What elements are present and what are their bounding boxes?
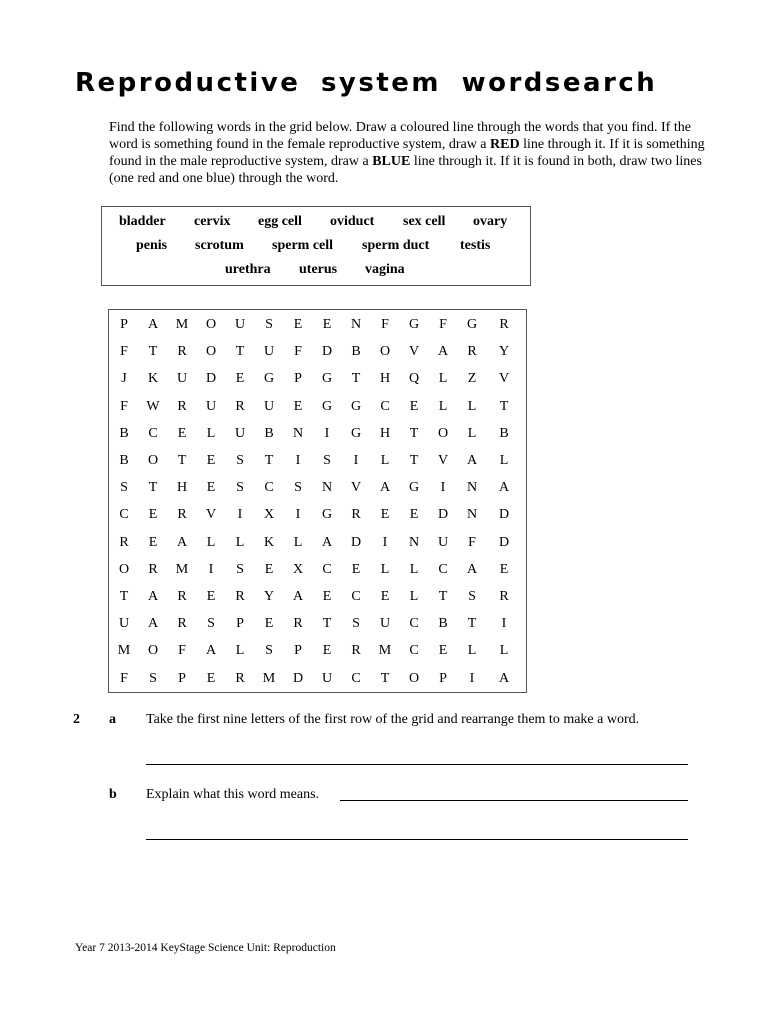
grid-letter[interactable]: E	[177, 425, 187, 441]
grid-letter[interactable]: M	[262, 670, 276, 686]
grid-letter[interactable]: T	[235, 344, 245, 360]
grid-letter[interactable]: O	[379, 344, 391, 360]
grid-letter[interactable]: N	[408, 534, 420, 550]
grid-letter[interactable]: B	[351, 344, 361, 360]
grid-letter[interactable]: U	[379, 616, 391, 632]
word-list-row	[102, 238, 530, 258]
grid-letter[interactable]: H	[176, 480, 188, 496]
grid-letter[interactable]: E	[409, 507, 419, 523]
word-list-item: sperm duct	[362, 238, 430, 253]
grid-letter[interactable]: R	[467, 344, 477, 360]
grid-letter[interactable]: F	[120, 670, 128, 686]
grid-letter[interactable]: B	[264, 425, 274, 441]
grid-letter[interactable]: T	[119, 589, 129, 604]
grid-letter[interactable]: V	[350, 480, 362, 496]
grid-letter[interactable]: L	[293, 534, 303, 550]
grid-letter[interactable]: L	[467, 425, 477, 441]
grid-letter[interactable]: I	[237, 507, 243, 523]
grid-letter[interactable]: L	[206, 425, 216, 441]
grid-letter[interactable]: A	[321, 534, 333, 550]
grid-letter[interactable]: L	[206, 534, 216, 550]
grid-letter[interactable]: T	[322, 616, 332, 632]
grid-row	[109, 587, 526, 607]
grid-letter[interactable]: T	[351, 371, 361, 387]
grid-letter[interactable]: H	[379, 425, 391, 441]
word-list-item: ovary	[473, 214, 508, 229]
grid-letter[interactable]: R	[177, 616, 187, 632]
grid-letter[interactable]: L	[409, 561, 419, 577]
grid-row	[109, 424, 526, 444]
grid-letter[interactable]: M	[378, 643, 392, 659]
grid-letter[interactable]: A	[205, 643, 217, 659]
grid-letter[interactable]: L	[235, 643, 245, 659]
grid-letter[interactable]: T	[380, 670, 390, 686]
grid-letter[interactable]: P	[178, 670, 186, 686]
grid-letter[interactable]: T	[264, 453, 274, 468]
grid-letter[interactable]: R	[235, 670, 245, 686]
grid-letter[interactable]: S	[323, 453, 331, 468]
red-keyword: RED	[490, 137, 520, 152]
grid-letter[interactable]: O	[205, 344, 217, 360]
grid-letter[interactable]: S	[207, 616, 215, 632]
grid-letter[interactable]: C	[322, 561, 332, 577]
grid-letter[interactable]: I	[440, 480, 446, 496]
grid-letter[interactable]: R	[177, 398, 187, 414]
footer: Year 7 2013-2014 KeyStage Science Unit: Reproduction	[75, 942, 336, 954]
word-list-item: sex cell	[403, 214, 446, 229]
grid-letter[interactable]: A	[147, 317, 159, 332]
grid-letter[interactable]: E	[322, 589, 332, 604]
grid-letter[interactable]: G	[321, 398, 333, 414]
grid-letter[interactable]: R	[235, 398, 245, 414]
grid-letter[interactable]: C	[119, 507, 129, 523]
grid-letter[interactable]: D	[292, 670, 304, 686]
grid-letter[interactable]: A	[466, 561, 478, 577]
grid-letter[interactable]: E	[206, 453, 216, 468]
grid-letter[interactable]: F	[381, 317, 389, 332]
grid-letter[interactable]: V	[437, 453, 449, 468]
grid-letter[interactable]: C	[409, 643, 419, 659]
grid-letter[interactable]: M	[175, 317, 189, 332]
question-a-text: Take the first nine letters of the first row of the grid and rearrange them to make a word.	[146, 712, 640, 727]
word-list-item: scrotum	[195, 238, 244, 253]
grid-letter[interactable]: S	[294, 480, 302, 496]
grid-letter[interactable]: G	[350, 398, 362, 414]
grid-letter[interactable]: D	[498, 534, 510, 550]
grid-letter[interactable]: R	[119, 534, 129, 550]
grid-letter[interactable]: H	[379, 371, 391, 387]
grid-letter[interactable]: A	[466, 453, 478, 468]
grid-letter[interactable]: L	[438, 371, 448, 387]
grid-letter[interactable]: T	[148, 344, 158, 360]
grid-letter[interactable]: E	[264, 616, 274, 632]
question-a-label: a	[109, 712, 116, 727]
grid-letter[interactable]: E	[322, 317, 332, 332]
grid-letter[interactable]: U	[118, 616, 130, 632]
grid-letter[interactable]: I	[324, 425, 330, 441]
grid-letter[interactable]: T	[438, 589, 448, 604]
grid-letter[interactable]: A	[379, 480, 391, 496]
grid-letter[interactable]: I	[353, 453, 359, 468]
grid-letter[interactable]: R	[293, 616, 303, 632]
grid-letter[interactable]: R	[148, 561, 158, 577]
grid-row	[109, 641, 526, 661]
grid-letter[interactable]: E	[380, 507, 390, 523]
grid-letter[interactable]: I	[382, 534, 388, 550]
grid-letter[interactable]: U	[263, 398, 275, 414]
grid-letter[interactable]: S	[468, 589, 476, 604]
grid-row	[109, 669, 526, 689]
grid-letter[interactable]: K	[147, 371, 159, 387]
grid-letter[interactable]: E	[499, 561, 509, 577]
grid-letter[interactable]: G	[321, 371, 333, 387]
grid-letter[interactable]: P	[236, 616, 244, 632]
grid-letter[interactable]: N	[321, 480, 333, 496]
grid-letter[interactable]: X	[292, 561, 304, 577]
word-list-item: oviduct	[330, 214, 375, 229]
grid-letter[interactable]: T	[499, 398, 509, 414]
grid-letter[interactable]: X	[263, 507, 275, 523]
grid-letter[interactable]: Q	[408, 371, 420, 387]
grid-row	[109, 342, 526, 362]
grid-letter[interactable]: G	[408, 480, 420, 496]
grid-letter[interactable]: E	[148, 507, 158, 523]
grid-letter[interactable]: C	[148, 425, 158, 441]
grid-letter[interactable]: U	[234, 317, 246, 332]
grid-letter[interactable]: S	[236, 453, 244, 468]
question-number: 2	[73, 712, 80, 727]
grid-letter[interactable]: D	[498, 507, 510, 523]
grid-letter[interactable]: L	[499, 643, 509, 659]
grid-letter[interactable]: G	[263, 371, 275, 387]
grid-letter[interactable]: G	[350, 425, 362, 441]
grid-letter[interactable]: Z	[467, 371, 477, 387]
grid-letter[interactable]: E	[206, 480, 216, 496]
grid-letter[interactable]: T	[177, 453, 187, 468]
grid-letter[interactable]: G	[408, 317, 420, 332]
grid-letter[interactable]: L	[380, 453, 390, 468]
grid-letter[interactable]: R	[235, 589, 245, 604]
word-list-box	[101, 206, 531, 286]
grid-letter[interactable]: E	[206, 670, 216, 686]
grid-letter[interactable]: S	[149, 670, 157, 686]
grid-letter[interactable]: G	[321, 507, 333, 523]
grid-letter[interactable]: B	[119, 425, 129, 441]
word-list-item: cervix	[194, 214, 231, 229]
grid-letter[interactable]: C	[409, 616, 419, 632]
grid-letter[interactable]: R	[499, 317, 509, 332]
grid-letter[interactable]: E	[148, 534, 158, 550]
word-list-item: uterus	[299, 262, 338, 277]
grid-row	[109, 451, 526, 471]
grid-letter[interactable]: A	[437, 344, 449, 360]
grid-letter[interactable]: F	[120, 398, 128, 414]
answer-line-a[interactable]	[146, 764, 688, 765]
grid-letter[interactable]: V	[498, 371, 510, 387]
grid-letter[interactable]: P	[439, 670, 447, 686]
word-list-item: urethra	[225, 262, 271, 277]
grid-letter[interactable]: E	[322, 643, 332, 659]
grid-letter[interactable]: F	[468, 534, 476, 550]
grid-letter[interactable]: U	[234, 425, 246, 441]
grid-letter[interactable]: E	[293, 317, 303, 332]
grid-letter[interactable]: U	[263, 344, 275, 360]
grid-letter[interactable]: A	[498, 670, 510, 686]
grid-letter[interactable]: B	[438, 616, 448, 632]
grid-letter[interactable]: F	[178, 643, 186, 659]
word-list-item: bladder	[119, 214, 166, 229]
answer-line-b-2[interactable]	[146, 839, 688, 840]
grid-letter[interactable]: D	[205, 371, 217, 387]
grid-letter[interactable]: D	[321, 344, 333, 360]
grid-row	[109, 560, 526, 580]
grid-letter[interactable]: D	[350, 534, 362, 550]
word-list-item: vagina	[365, 262, 405, 277]
answer-line-b-1[interactable]	[340, 800, 688, 801]
grid-row	[109, 614, 526, 634]
instructions-text-1: Find the following words in the grid below. Draw a coloured line through the words that you find. If the word is something found in the female reproductive system, draw a	[109, 120, 691, 152]
grid-letter[interactable]: N	[466, 480, 478, 496]
grid-letter[interactable]: R	[499, 589, 509, 604]
grid-row	[109, 397, 526, 417]
grid-letter[interactable]: T	[467, 616, 477, 632]
grid-letter[interactable]: G	[466, 317, 478, 332]
grid-letter[interactable]: F	[120, 344, 128, 360]
grid-letter[interactable]: O	[147, 643, 159, 659]
instructions	[109, 119, 709, 187]
grid-letter[interactable]: A	[498, 480, 510, 496]
grid-letter[interactable]: E	[293, 398, 303, 414]
grid-row	[109, 533, 526, 553]
grid-letter[interactable]: M	[175, 561, 189, 577]
grid-letter[interactable]: C	[264, 480, 274, 496]
grid-letter[interactable]: I	[469, 670, 475, 686]
grid-letter[interactable]: D	[437, 507, 449, 523]
grid-letter[interactable]: Y	[498, 344, 510, 360]
grid-letter[interactable]: U	[176, 371, 188, 387]
word-list-row	[102, 214, 530, 234]
word-list-item: sperm cell	[272, 238, 334, 253]
blue-keyword: BLUE	[372, 154, 411, 169]
grid-letter[interactable]: T	[409, 425, 419, 441]
grid-letter[interactable]: Y	[263, 589, 275, 604]
grid-letter[interactable]: S	[236, 480, 244, 496]
grid-letter[interactable]: F	[439, 317, 447, 332]
question-b-label: b	[109, 787, 117, 802]
grid-letter[interactable]: O	[118, 561, 130, 577]
grid-letter[interactable]: T	[409, 453, 419, 468]
grid-letter[interactable]: E	[206, 589, 216, 604]
grid-letter[interactable]: L	[235, 534, 245, 550]
grid-letter[interactable]: V	[205, 507, 217, 523]
grid-letter[interactable]: L	[380, 561, 390, 577]
grid-letter[interactable]: C	[438, 561, 448, 577]
grid-letter[interactable]: E	[409, 398, 419, 414]
wordsearch-grid	[108, 309, 527, 693]
grid-letter[interactable]: E	[351, 561, 361, 577]
grid-letter[interactable]: C	[380, 398, 390, 414]
grid-row	[109, 315, 526, 335]
grid-letter[interactable]: P	[120, 317, 128, 332]
grid-letter[interactable]: M	[117, 643, 131, 659]
grid-letter[interactable]: R	[177, 507, 187, 523]
grid-letter[interactable]: S	[265, 317, 273, 332]
grid-letter[interactable]: L	[467, 398, 477, 414]
grid-letter[interactable]: T	[148, 480, 158, 496]
grid-row	[109, 478, 526, 498]
grid-letter[interactable]: U	[437, 534, 449, 550]
grid-letter[interactable]: J	[121, 371, 127, 387]
grid-letter[interactable]: I	[295, 453, 301, 468]
grid-letter[interactable]: O	[147, 453, 159, 468]
page-title: Reproductive system wordsearch	[75, 68, 658, 98]
grid-letter[interactable]: E	[264, 561, 274, 577]
grid-letter[interactable]: S	[120, 480, 128, 496]
grid-letter[interactable]: A	[176, 534, 188, 550]
grid-letter[interactable]: O	[408, 670, 420, 686]
grid-letter[interactable]: C	[351, 589, 361, 604]
grid-letter[interactable]: E	[438, 643, 448, 659]
instructions-text-2: line through it. If it is something found in the male reproductive system, draw a	[109, 137, 705, 169]
grid-letter[interactable]: U	[321, 670, 333, 686]
grid-letter[interactable]: I	[208, 561, 214, 577]
grid-letter[interactable]: R	[177, 589, 187, 604]
grid-letter[interactable]: P	[294, 371, 302, 387]
grid-letter[interactable]: L	[438, 398, 448, 414]
word-list-item: egg cell	[258, 214, 302, 229]
grid-letter[interactable]: R	[351, 643, 361, 659]
grid-letter[interactable]: F	[294, 344, 302, 360]
grid-letter[interactable]: S	[352, 616, 360, 632]
grid-letter[interactable]: E	[235, 371, 245, 387]
grid-letter[interactable]: W	[146, 398, 160, 414]
grid-letter[interactable]: L	[409, 589, 419, 604]
grid-letter[interactable]: N	[350, 317, 362, 332]
grid-letter[interactable]: B	[119, 453, 129, 468]
grid-letter[interactable]: P	[294, 643, 302, 659]
grid-letter[interactable]: I	[295, 507, 301, 523]
grid-letter[interactable]: L	[499, 453, 509, 468]
grid-letter[interactable]: O	[437, 425, 449, 441]
question-b-text: Explain what this word means.	[146, 787, 320, 802]
grid-letter[interactable]: L	[467, 643, 477, 659]
grid-letter[interactable]: A	[147, 589, 159, 604]
grid-letter[interactable]: O	[205, 317, 217, 332]
grid-letter[interactable]: R	[351, 507, 361, 523]
word-list-item: penis	[136, 238, 168, 253]
grid-letter[interactable]: R	[177, 344, 187, 360]
grid-letter[interactable]: I	[501, 616, 507, 632]
grid-letter[interactable]: K	[263, 534, 275, 550]
grid-letter[interactable]: N	[466, 507, 478, 523]
grid-letter[interactable]: B	[499, 425, 509, 441]
word-list-row	[102, 262, 530, 282]
grid-letter[interactable]: S	[265, 643, 273, 659]
grid-letter[interactable]: V	[408, 344, 420, 360]
grid-letter[interactable]: A	[147, 616, 159, 632]
grid-letter[interactable]: S	[236, 561, 244, 577]
grid-row	[109, 505, 526, 525]
grid-letter[interactable]: C	[351, 670, 361, 686]
grid-letter[interactable]: N	[292, 425, 304, 441]
instructions-text-3: line through it. If it is found in both, draw two lines (one red and one blue) through the word.	[109, 154, 702, 186]
grid-row	[109, 369, 526, 389]
grid-letter[interactable]: U	[205, 398, 217, 414]
grid-letter[interactable]: A	[292, 589, 304, 604]
grid-letter[interactable]: E	[380, 589, 390, 604]
word-list-item: testis	[460, 238, 491, 253]
